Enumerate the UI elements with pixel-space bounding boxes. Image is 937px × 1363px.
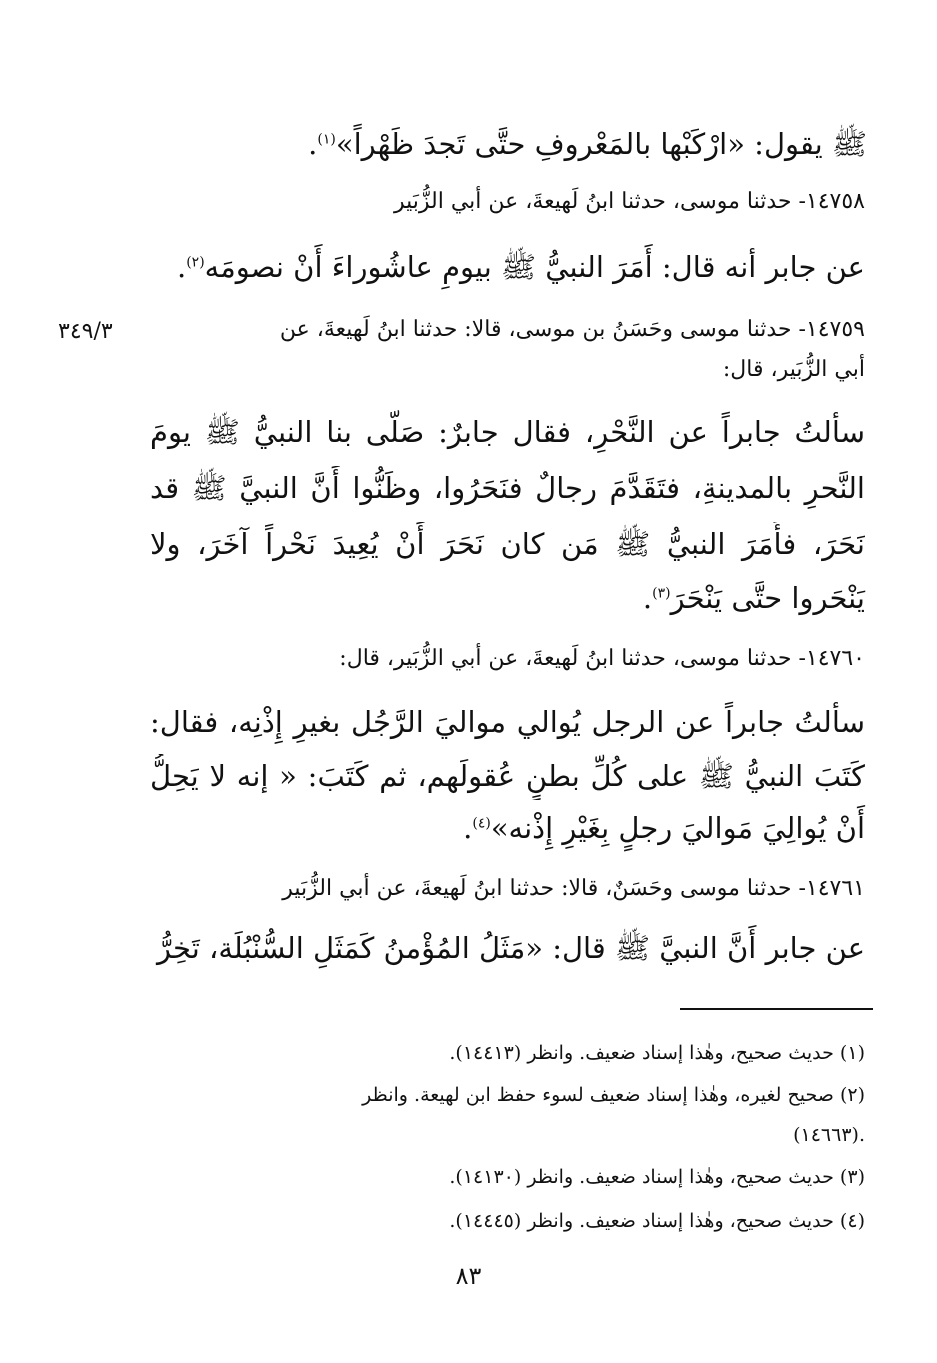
line-text: يَنْحَروا حتَّى يَنْحَرَ bbox=[670, 581, 865, 615]
line-text: النَّحرِ بالمدينةِ، فتَقَدَّمَ رجالٌ فنَحَرُوا، وظَنُّوا أَنَّ النبيَّ ﷺ قد bbox=[150, 471, 865, 505]
footnote-4 bbox=[449, 1206, 865, 1236]
footnote-marker: (٢) bbox=[186, 254, 205, 271]
hadith-header-continued bbox=[723, 353, 865, 387]
line-text: نَحَرَ، فأَمَرَ النبيُّ ﷺ مَن كان نَحَرَ أَنْ يُعِيدَ نَحْراً آخَرَ، ولا bbox=[150, 527, 865, 561]
footnote-text: (٢) صحيح لغيره، وهٰذا إسناد ضعيف لسوء حفظ ابن لهيعة. وانظر bbox=[362, 1084, 865, 1106]
line-text: ١٤٧٥٩- حدثنا موسى وحَسَنُ بن موسى، قالا: حدثنا ابنُ لَهيعةَ، عن bbox=[279, 317, 865, 342]
text-line-11 bbox=[150, 700, 865, 746]
text-line-3 bbox=[177, 245, 865, 289]
page-number: ٨٣ bbox=[455, 1262, 482, 1290]
text-line-9 bbox=[643, 576, 865, 620]
footnote-marker: (٤) bbox=[472, 815, 491, 832]
text-line-15 bbox=[157, 926, 865, 970]
footnote-marker: (٣) bbox=[652, 585, 671, 602]
text-line-7 bbox=[150, 466, 865, 512]
text-line-6 bbox=[150, 410, 865, 456]
line-text: ١٤٧٥٨- حدثنا موسى، حدثنا ابنُ لَهيعةَ، عن أبي الزُّبَير bbox=[394, 189, 865, 214]
footnote-divider bbox=[680, 1008, 873, 1010]
line-tail: . bbox=[308, 127, 318, 161]
line-tail: . bbox=[642, 581, 653, 615]
line-text: ﷺ يقول: «ارْكَبْها بالمَعْروفِ حتَّى تَجدَ ظَهْراً» bbox=[335, 127, 867, 161]
line-text: ١٤٧٦١- حدثنا موسى وحَسَنٌ، قالا: حدثنا ابنُ لَهيعةَ، عن أبي الزُّبَير bbox=[282, 876, 865, 901]
hadith-header-14758 bbox=[394, 185, 865, 219]
footnote-text: (٣) حديث صحيح، وهٰذا إسناد ضعيف. وانظر (١٤١٣٠). bbox=[449, 1166, 865, 1188]
margin-reference: ٣٤٩/٣ bbox=[58, 319, 113, 344]
line-text: ١٤٧٦٠- حدثنا موسى، حدثنا ابنُ لَهيعةَ، عن أبي الزُّبَير، قال: bbox=[339, 646, 865, 671]
footnote-text: (١٤٦٦٣). bbox=[793, 1124, 865, 1146]
line-text: عن جابر أَنَّ النبيَّ ﷺ قال: «مَثَلُ المُؤْمنُ كَمَثَلِ السُّنْبُلَة، تَخِرُّ bbox=[157, 931, 865, 965]
line-tail: . bbox=[463, 811, 473, 845]
footnote-2-continued bbox=[793, 1120, 865, 1150]
footnote-2 bbox=[362, 1080, 865, 1110]
line-text: كَتَبَ النبيُّ ﷺ على كُلِّ بطنٍ عُقولَهم، ثم كَتَبَ: « إنه لا يَحِلُّ bbox=[150, 759, 865, 793]
text-line-8 bbox=[150, 522, 865, 568]
line-tail: . bbox=[176, 250, 187, 284]
line-text: أبي الزُّبَير، قال: bbox=[722, 357, 865, 382]
hadith-header-14761 bbox=[282, 872, 865, 906]
line-text: عن جابر أنه قال: أَمَرَ النبيُّ ﷺ بيومِ عاشُوراءَ أَنْ نصومَه bbox=[204, 250, 865, 284]
footnote-text: (٤) حديث صحيح، وهٰذا إسناد ضعيف. وانظر (١٤٤٤٥). bbox=[449, 1210, 865, 1232]
text-line-13 bbox=[463, 806, 865, 850]
line-text: سألتُ جابراً عن الرجل يُوالي مواليَ الرَّجُل بغيرِ إِذْنِه، فقال: bbox=[150, 705, 865, 739]
text-line-12 bbox=[150, 754, 865, 800]
footnote-marker: (١) bbox=[317, 131, 336, 148]
text-line-1 bbox=[308, 122, 867, 166]
footnote-3 bbox=[449, 1162, 865, 1192]
line-text: أَنْ يُوالِيَ مَواليَ رجلٍ بِغَيْرِ إِذْنه» bbox=[490, 811, 865, 845]
footnote-1 bbox=[449, 1038, 865, 1068]
footnote-text: (١) حديث صحيح، وهٰذا إسناد ضعيف. وانظر (١٤٤١٣). bbox=[449, 1042, 865, 1064]
hadith-header-14759 bbox=[280, 313, 865, 347]
hadith-header-14760 bbox=[339, 642, 865, 676]
line-text: سألتُ جابراً عن النَّحْرِ، فقال جابرٌ: صَلَّى بنا النبيُّ ﷺ يومَ bbox=[150, 415, 865, 449]
